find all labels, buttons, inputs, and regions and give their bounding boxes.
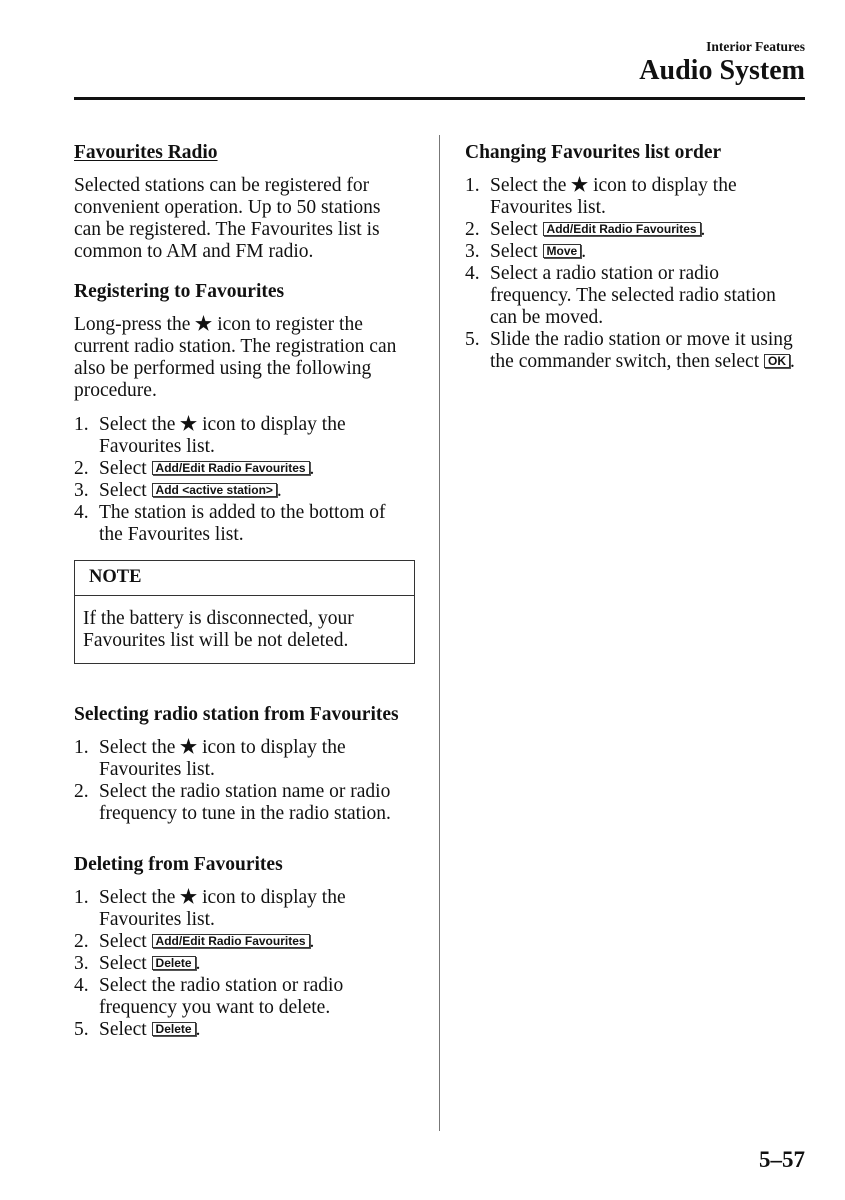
step-item — [74, 502, 415, 546]
add-edit-radio-favourites-button: Add/Edit Radio Favourites — [152, 934, 310, 948]
step-number: 4. — [465, 263, 480, 284]
star-icon — [195, 315, 212, 331]
step-text: Select the radio station name or radio — [99, 781, 391, 802]
step-text — [490, 241, 806, 263]
step-item — [74, 1019, 415, 1041]
left-column — [74, 142, 415, 1041]
step-number: 2. — [74, 931, 89, 952]
step-list — [465, 175, 806, 373]
note-text-line: If the battery is disconnected, your — [83, 608, 354, 629]
step-number: 3. — [74, 953, 89, 974]
star-icon — [180, 888, 197, 904]
step-text-after: . — [195, 1019, 201, 1040]
step-item — [465, 219, 806, 241]
step-item — [74, 781, 415, 825]
step-item — [74, 953, 415, 975]
step-text-before: Select — [490, 241, 543, 262]
favourites-radio-section — [74, 142, 415, 263]
paragraph — [74, 314, 415, 402]
add-edit-radio-favourites-button: Add/Edit Radio Favourites — [152, 461, 310, 475]
step-text: Favourites list. — [99, 909, 215, 930]
section-heading: Registering to Favourites — [74, 281, 285, 302]
page-title: Audio System — [639, 55, 805, 86]
step-item — [74, 975, 415, 1019]
section-label: Interior Features — [706, 39, 805, 54]
note-box — [74, 560, 415, 664]
step-text-after: icon to display the — [197, 414, 346, 435]
step-text — [99, 737, 415, 759]
step-number: 2. — [74, 458, 89, 479]
step-item — [74, 480, 415, 502]
paragraph-line: Selected stations can be registered for — [74, 175, 370, 196]
delete-button: Delete — [152, 956, 196, 970]
note-body — [75, 596, 414, 663]
add-active-station-button: Add <active station> — [152, 483, 277, 497]
step-item — [74, 458, 415, 480]
step-text-before: Select — [99, 931, 152, 952]
section-heading: Favourites Radio — [74, 142, 218, 163]
step-item — [74, 737, 415, 781]
step-number: 3. — [74, 480, 89, 501]
step-text-before: Select — [99, 1019, 152, 1040]
paragraph-line: common to AM and FM radio. — [74, 241, 314, 262]
paragraph-line — [74, 314, 415, 336]
step-text-after: . — [309, 458, 315, 479]
step-text-before: Select — [99, 480, 152, 501]
step-item — [465, 175, 806, 219]
step-text: Favourites list. — [99, 759, 215, 780]
step-text-after: . — [790, 351, 795, 372]
step-number: 4. — [74, 502, 89, 523]
step-text-before: Select — [99, 953, 152, 974]
step-text — [490, 219, 806, 241]
step-text: can be moved. — [490, 307, 604, 328]
step-list — [74, 737, 415, 825]
step-number: 2. — [465, 219, 480, 240]
star-icon — [180, 738, 197, 754]
step-text: The station is added to the bottom of — [99, 502, 386, 523]
step-text — [490, 351, 806, 373]
step-number: 5. — [465, 329, 480, 350]
step-number: 1. — [465, 175, 480, 196]
step-text — [490, 175, 806, 197]
step-item — [74, 887, 415, 931]
step-text-before: Select — [490, 219, 543, 240]
paragraph-line: procedure. — [74, 380, 157, 401]
step-text: frequency. The selected radio station — [490, 285, 776, 306]
step-item — [465, 263, 806, 329]
changing-order-section — [465, 142, 806, 373]
step-number: 4. — [74, 975, 89, 996]
star-icon — [571, 176, 588, 192]
step-number: 3. — [465, 241, 480, 262]
step-text — [99, 480, 415, 502]
step-text: Select a radio station or radio — [490, 263, 720, 284]
step-number: 5. — [74, 1019, 89, 1040]
paragraph-line: current radio station. The registration can — [74, 336, 397, 357]
step-number: 2. — [74, 781, 89, 802]
step-text — [99, 458, 415, 480]
step-text: Select the radio station or radio — [99, 975, 344, 996]
column-divider — [439, 135, 440, 1131]
paragraph-line: can be registered. The Favourites list is — [74, 219, 380, 240]
section-heading: Deleting from Favourites — [74, 854, 283, 875]
paragraph-line: convenient operation. Up to 50 stations — [74, 197, 381, 218]
deleting-section — [74, 854, 415, 1041]
step-text-after: icon to display the — [197, 737, 346, 758]
step-text-before: Select the — [490, 175, 572, 196]
step-text: Slide the radio station or move it using — [490, 329, 793, 350]
step-text: frequency to tune in the radio station. — [99, 803, 391, 824]
step-text-before: Select — [99, 458, 152, 479]
section-heading: Changing Favourites list order — [465, 142, 722, 163]
step-text-after: icon to display the — [197, 887, 346, 908]
step-text-after: . — [195, 953, 201, 974]
right-column — [465, 142, 806, 373]
step-item — [74, 414, 415, 458]
step-list — [74, 887, 415, 1041]
step-text-after: . — [581, 241, 587, 262]
step-number: 1. — [74, 887, 89, 908]
step-text: Favourites list. — [99, 436, 215, 457]
note-text-line: Favourites list will be not deleted. — [83, 630, 349, 651]
step-text-after: . — [276, 480, 282, 501]
step-text-after: . — [309, 931, 315, 952]
step-text — [99, 887, 415, 909]
step-text-after: . — [700, 219, 706, 240]
section-heading: Selecting radio station from Favourites — [74, 704, 399, 725]
registering-section — [74, 281, 415, 546]
delete-button: Delete — [152, 1022, 196, 1036]
step-item — [465, 329, 806, 373]
paragraph-text: Long-press the — [74, 314, 196, 335]
step-text — [99, 1019, 415, 1041]
step-text: Favourites list. — [490, 197, 606, 218]
step-item — [465, 241, 806, 263]
ok-button: OK — [764, 354, 790, 368]
step-text — [99, 414, 415, 436]
step-text — [99, 953, 415, 975]
step-text-before: Select the — [99, 887, 181, 908]
page-number: 5–57 — [759, 1147, 805, 1172]
add-edit-radio-favourites-button: Add/Edit Radio Favourites — [543, 222, 701, 236]
step-text: frequency you want to delete. — [99, 997, 331, 1018]
step-item — [74, 931, 415, 953]
selecting-section — [74, 704, 415, 825]
step-text-before: Select the — [99, 414, 181, 435]
step-text: the Favourites list. — [99, 524, 244, 545]
step-number: 1. — [74, 737, 89, 758]
paragraph — [74, 175, 415, 263]
step-text-after: icon to display the — [588, 175, 737, 196]
step-number: 1. — [74, 414, 89, 435]
paragraph-line: also be performed using the following — [74, 358, 372, 379]
step-list — [74, 414, 415, 546]
step-text — [99, 931, 415, 953]
note-title: NOTE — [75, 561, 414, 596]
move-button: Move — [543, 244, 582, 258]
step-text-before: the commander switch, then select — [490, 351, 764, 372]
star-icon — [180, 415, 197, 431]
header-rule — [74, 97, 805, 100]
step-text-before: Select the — [99, 737, 181, 758]
paragraph-text: icon to register the — [212, 314, 363, 335]
